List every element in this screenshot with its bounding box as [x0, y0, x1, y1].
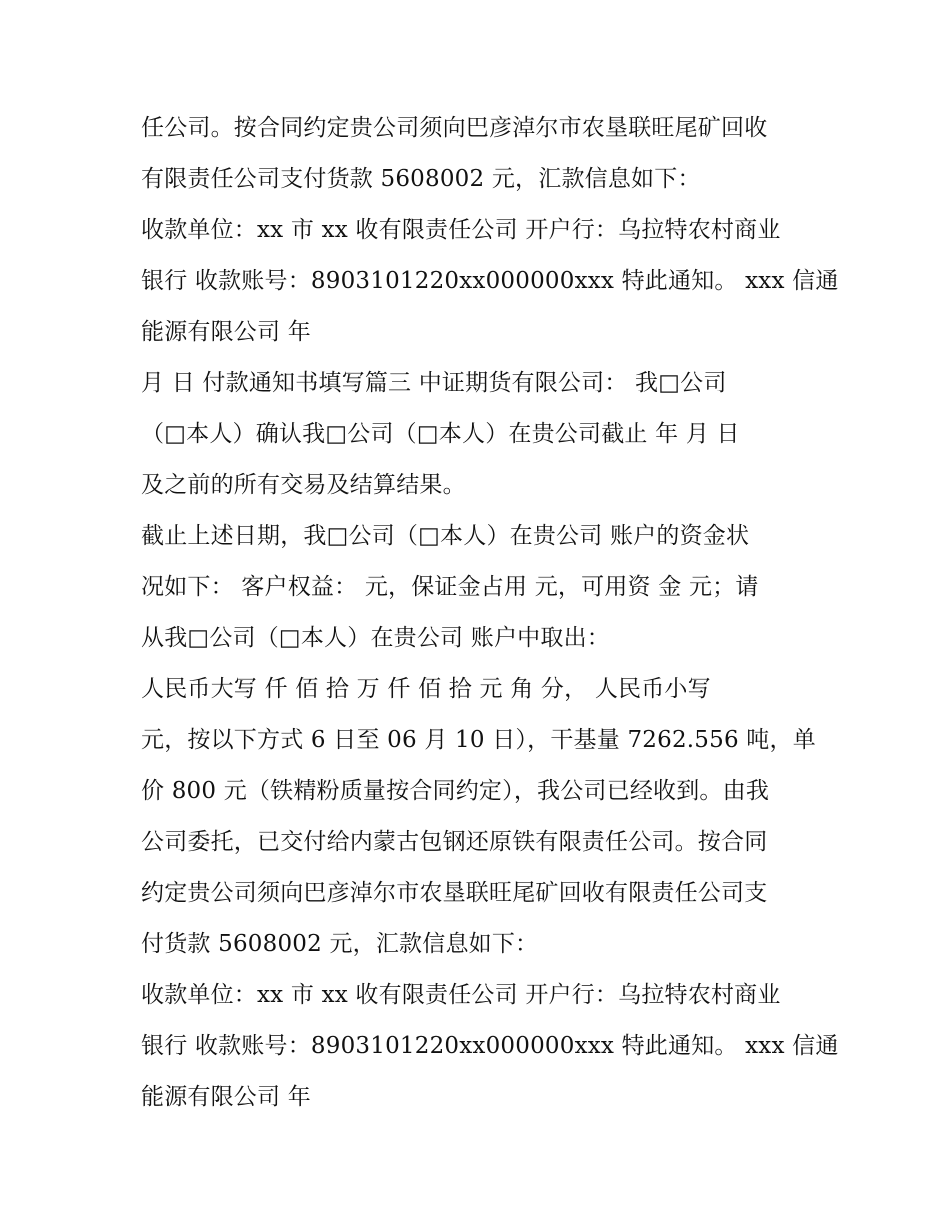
text-line: 付货款 5608002 元，汇款信息如下：: [141, 931, 539, 957]
text-line: 公司委托，已交付给内蒙古包钢还原铁有限责任公司。按合同: [141, 829, 768, 855]
text-line: 能源有限公司 年: [141, 1084, 311, 1110]
text-line: 月 日 付款通知书填写篇三 中证期货有限公司： 我□公司: [141, 370, 727, 396]
text-line: 况如下： 客户权益： 元，保证金占用 元，可用资 金 元；请: [141, 574, 759, 600]
text-line: 银行 收款账号：8903101220xx000000xxx 特此通知。 xxx 信通: [141, 268, 839, 294]
text-line: 元，按以下方式 6 日至 06 月 10 日），干基量 7262.556 吨，单: [141, 727, 816, 753]
text-line: 及之前的所有交易及结算结果。: [141, 472, 466, 498]
text-line: （□本人）确认我□公司（□本人）在贵公司截止 年 月 日: [141, 421, 740, 447]
text-line: 任公司。按合同约定贵公司须向巴彦淖尔市农垦联旺尾矿回收: [141, 115, 768, 141]
text-line: 人民币大写 仟 佰 拾 万 仟 佰 拾 元 角 分， 人民币小写: [141, 676, 711, 702]
text-line: 有限责任公司支付货款 5608002 元，汇款信息如下：: [141, 166, 701, 192]
text-line: 约定贵公司须向巴彦淖尔市农垦联旺尾矿回收有限责任公司支: [141, 880, 768, 906]
text-line: 银行 收款账号：8903101220xx000000xxx 特此通知。 xxx 信通: [141, 1033, 839, 1059]
text-line: 价 800 元（铁精粉质量按合同约定），我公司已经收到。由我: [141, 778, 770, 804]
text-line: 收款单位：xx 市 xx 收有限责任公司 开户行：乌拉特农村商业: [141, 982, 781, 1008]
text-line: 收款单位：xx 市 xx 收有限责任公司 开户行：乌拉特农村商业: [141, 217, 781, 243]
text-line: 截止上述日期，我□公司（□本人）在贵公司 账户的资金状: [141, 523, 750, 549]
text-line: 能源有限公司 年: [141, 319, 311, 345]
text-line: 从我□公司（□本人）在贵公司 账户中取出：: [141, 625, 610, 651]
